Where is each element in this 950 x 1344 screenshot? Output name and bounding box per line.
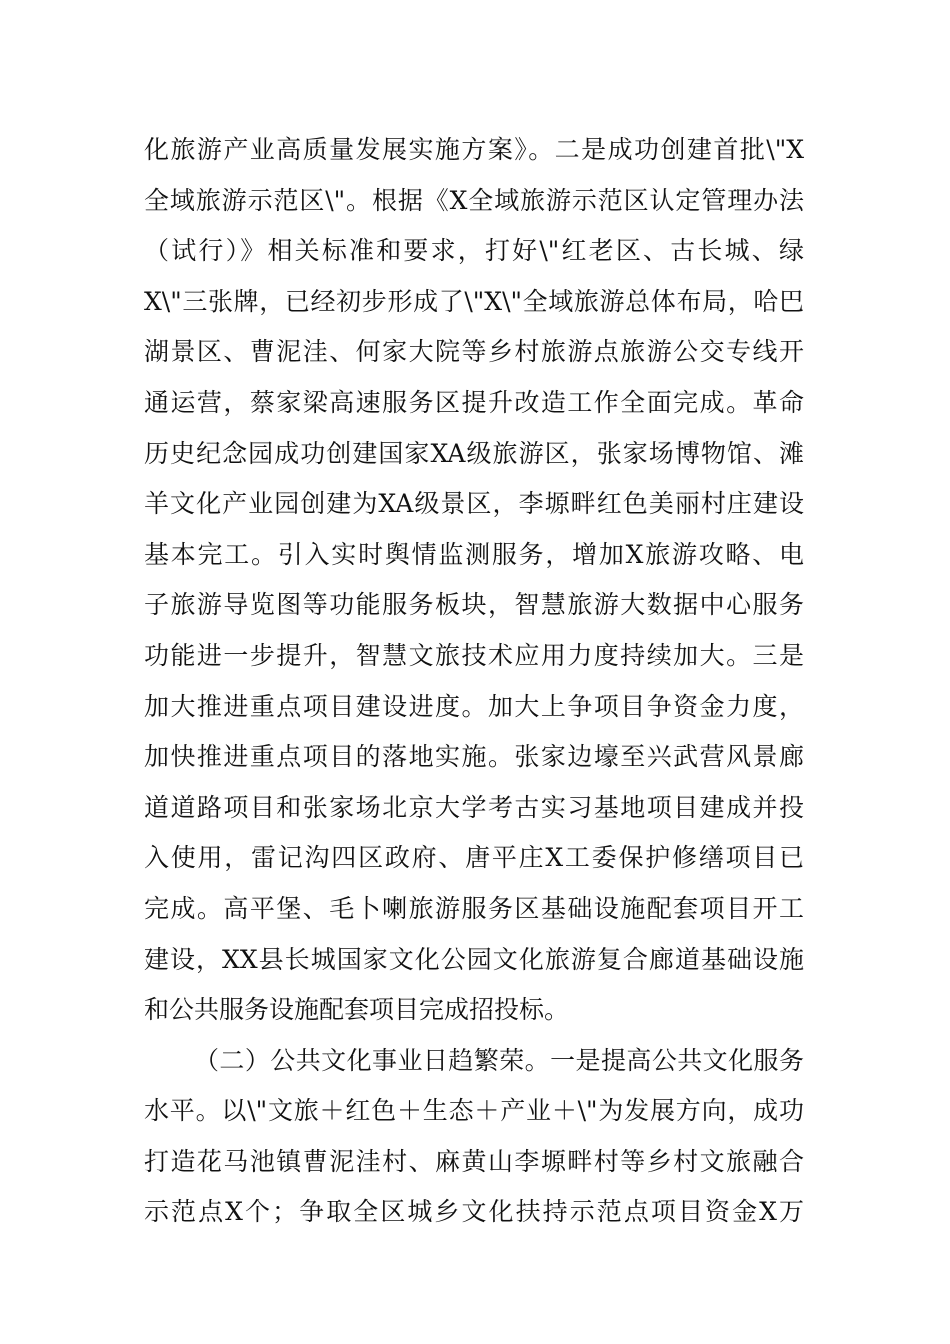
text-line: 湖景区、曹泥洼、何家大院等乡村旅游点旅游公交专线开 xyxy=(144,337,804,367)
paragraph-tourism-projects xyxy=(144,125,804,1036)
text-line: 子旅游导览图等功能服务板块，智慧旅游大数据中心服务 xyxy=(144,590,804,620)
text-line: 和公共服务设施配套项目完成招投标。 xyxy=(144,995,570,1025)
document-body xyxy=(144,125,804,1238)
text-line: 道道路项目和张家场北京大学考古实习基地项目建成并投 xyxy=(144,792,804,822)
paragraph-public-culture xyxy=(144,1036,804,1238)
text-line: 加快推进重点项目的落地实施。张家边壕至兴武营风景廊 xyxy=(144,742,804,772)
text-line: 基本完工。引入实时舆情监测服务，增加X旅游攻略、电 xyxy=(144,539,804,569)
text-line: 入使用，雷记沟四区政府、唐平庄X工委保护修缮项目已 xyxy=(144,843,804,873)
section-heading-line: （二）公共文化事业日趋繁荣。一是提高公共文化服务 xyxy=(194,1045,804,1075)
text-line: 加大推进重点项目建设进度。加大上争项目争资金力度， xyxy=(144,691,804,721)
text-line: 羊文化产业园创建为XA级景区，李塬畔红色美丽村庄建设 xyxy=(144,489,804,519)
text-line: （试行）》相关标准和要求，打好\"红老区、古长城、绿 xyxy=(144,236,804,266)
text-line: 历史纪念园成功创建国家XA级旅游区，张家场博物馆、滩 xyxy=(144,438,804,468)
text-line: 通运营，蔡家梁高速服务区提升改造工作全面完成。革命 xyxy=(144,387,804,417)
text-line: 建设，XX县长城国家文化公园文化旅游复合廊道基础设施 xyxy=(144,944,804,974)
text-line: 功能进一步提升，智慧文旅技术应用力度持续加大。三是 xyxy=(144,640,804,670)
text-line: 示范点X个；争取全区城乡文化扶持示范点项目资金X万 xyxy=(144,1197,804,1227)
text-line: 完成。高平堡、毛卜喇旅游服务区基础设施配套项目开工 xyxy=(144,893,804,923)
text-line: 打造花马池镇曹泥洼村、麻黄山李塬畔村等乡村文旅融合 xyxy=(144,1146,804,1176)
text-line: X\"三张牌，已经初步形成了\"X\"全域旅游总体布局，哈巴 xyxy=(144,286,804,316)
text-line: 化旅游产业高质量发展实施方案》。二是成功创建首批\"X xyxy=(144,135,804,164)
text-line: 水平。以\"文旅＋红色＋生态＋产业＋\"为发展方向，成功 xyxy=(144,1096,804,1126)
text-line: 全域旅游示范区\"。根据《X全域旅游示范区认定管理办法 xyxy=(144,185,804,215)
